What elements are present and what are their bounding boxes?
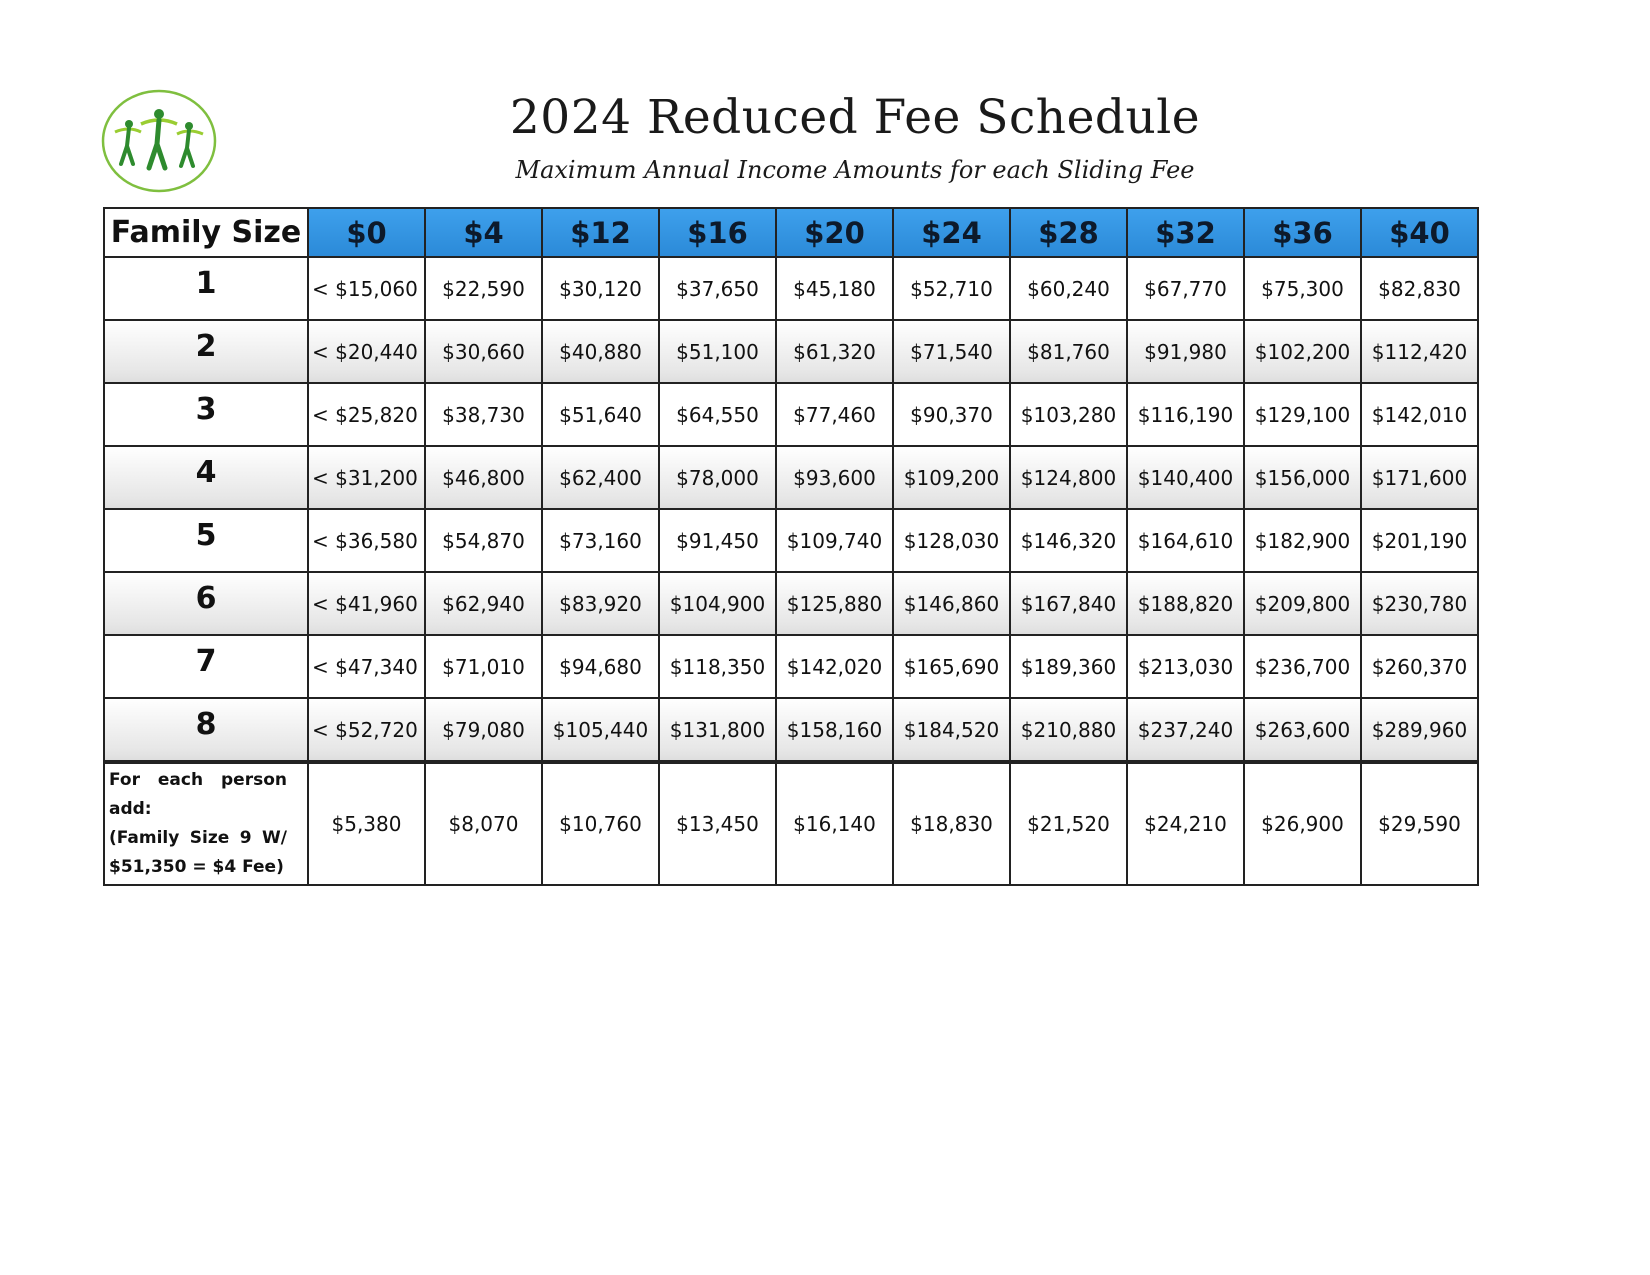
- income-limit-cell: $128,030: [893, 509, 1010, 572]
- income-limit-cell: $116,190: [1127, 383, 1244, 446]
- income-limit-cell: $165,690: [893, 635, 1010, 698]
- income-limit-cell: $51,640: [542, 383, 659, 446]
- fee-header: $4: [425, 208, 542, 257]
- income-limit-cell: $129,100: [1244, 383, 1361, 446]
- table-body: [104, 257, 1478, 885]
- fee-header: $16: [659, 208, 776, 257]
- income-limit-cell: < $25,820: [308, 383, 425, 446]
- additional-person-value: $26,900: [1244, 762, 1361, 885]
- income-limit-cell: $112,420: [1361, 320, 1478, 383]
- income-limit-cell: $158,160: [776, 698, 893, 762]
- income-limit-cell: $189,360: [1010, 635, 1127, 698]
- income-limit-cell: $62,940: [425, 572, 542, 635]
- additional-person-value: $13,450: [659, 762, 776, 885]
- fee-header: $36: [1244, 208, 1361, 257]
- income-limit-cell: $52,710: [893, 257, 1010, 320]
- income-limit-cell: $83,920: [542, 572, 659, 635]
- income-limit-cell: $73,160: [542, 509, 659, 572]
- income-limit-cell: $184,520: [893, 698, 1010, 762]
- additional-person-value: $5,380: [308, 762, 425, 885]
- additional-person-value: $29,590: [1361, 762, 1478, 885]
- fee-header: $32: [1127, 208, 1244, 257]
- income-limit-cell: $71,010: [425, 635, 542, 698]
- income-limit-cell: $90,370: [893, 383, 1010, 446]
- income-limit-cell: $167,840: [1010, 572, 1127, 635]
- additional-person-value: $10,760: [542, 762, 659, 885]
- income-limit-cell: $188,820: [1127, 572, 1244, 635]
- income-limit-cell: $171,600: [1361, 446, 1478, 509]
- income-limit-cell: $54,870: [425, 509, 542, 572]
- income-limit-cell: < $52,720: [308, 698, 425, 762]
- income-limit-cell: $30,120: [542, 257, 659, 320]
- additional-person-value: $24,210: [1127, 762, 1244, 885]
- table-row: [104, 257, 1478, 320]
- income-limit-cell: $46,800: [425, 446, 542, 509]
- additional-person-label: [104, 762, 308, 885]
- table-row: [104, 572, 1478, 635]
- organization-logo: [101, 88, 219, 196]
- income-limit-cell: $105,440: [542, 698, 659, 762]
- income-limit-cell: $142,020: [776, 635, 893, 698]
- income-limit-cell: < $15,060: [308, 257, 425, 320]
- income-limit-cell: $30,660: [425, 320, 542, 383]
- income-limit-cell: $125,880: [776, 572, 893, 635]
- income-limit-cell: $79,080: [425, 698, 542, 762]
- family-size-cell: 7: [104, 635, 308, 698]
- additional-person-label-line1: For each person add:: [109, 770, 287, 819]
- income-limit-cell: < $20,440: [308, 320, 425, 383]
- family-size-cell: 2: [104, 320, 308, 383]
- income-limit-cell: $40,880: [542, 320, 659, 383]
- people-figures-logo-icon: [101, 88, 219, 196]
- income-limit-cell: $104,900: [659, 572, 776, 635]
- income-limit-cell: $22,590: [425, 257, 542, 320]
- table-row: [104, 698, 1478, 762]
- page-title: 2024 Reduced Fee Schedule: [509, 90, 1201, 145]
- income-limit-cell: $124,800: [1010, 446, 1127, 509]
- income-limit-cell: $38,730: [425, 383, 542, 446]
- fee-header: $20: [776, 208, 893, 257]
- additional-person-row: [104, 762, 1478, 885]
- income-limit-cell: < $41,960: [308, 572, 425, 635]
- additional-person-value: $21,520: [1010, 762, 1127, 885]
- income-limit-cell: $60,240: [1010, 257, 1127, 320]
- family-size-cell: 6: [104, 572, 308, 635]
- income-limit-cell: $230,780: [1361, 572, 1478, 635]
- income-limit-cell: < $36,580: [308, 509, 425, 572]
- income-limit-cell: < $47,340: [308, 635, 425, 698]
- additional-person-value: $18,830: [893, 762, 1010, 885]
- income-limit-cell: $146,860: [893, 572, 1010, 635]
- income-limit-cell: $263,600: [1244, 698, 1361, 762]
- income-limit-cell: $77,460: [776, 383, 893, 446]
- income-limit-cell: $93,600: [776, 446, 893, 509]
- table-row: [104, 635, 1478, 698]
- income-limit-cell: $37,650: [659, 257, 776, 320]
- family-size-cell: 8: [104, 698, 308, 762]
- income-limit-cell: $289,960: [1361, 698, 1478, 762]
- table-row: [104, 383, 1478, 446]
- page-subtitle: Maximum Annual Income Amounts for each Sliding Fee: [515, 156, 1195, 184]
- income-limit-cell: $62,400: [542, 446, 659, 509]
- income-limit-cell: $61,320: [776, 320, 893, 383]
- family-size-cell: 4: [104, 446, 308, 509]
- income-limit-cell: $45,180: [776, 257, 893, 320]
- fee-header: $40: [1361, 208, 1478, 257]
- income-limit-cell: $109,740: [776, 509, 893, 572]
- income-limit-cell: $201,190: [1361, 509, 1478, 572]
- income-limit-cell: $118,350: [659, 635, 776, 698]
- fee-header: $12: [542, 208, 659, 257]
- income-limit-cell: $51,100: [659, 320, 776, 383]
- additional-person-label-line2: (Family Size 9 W/ $51,350 = $4 Fee): [109, 828, 287, 877]
- income-limit-cell: $142,010: [1361, 383, 1478, 446]
- income-limit-cell: $156,000: [1244, 446, 1361, 509]
- income-limit-cell: $71,540: [893, 320, 1010, 383]
- income-limit-cell: $236,700: [1244, 635, 1361, 698]
- fee-header: $0: [308, 208, 425, 257]
- table-header-row: [104, 208, 1478, 257]
- family-size-cell: 5: [104, 509, 308, 572]
- income-limit-cell: $64,550: [659, 383, 776, 446]
- income-limit-cell: $67,770: [1127, 257, 1244, 320]
- income-limit-cell: $109,200: [893, 446, 1010, 509]
- income-limit-cell: $182,900: [1244, 509, 1361, 572]
- income-limit-cell: $213,030: [1127, 635, 1244, 698]
- income-limit-cell: $146,320: [1010, 509, 1127, 572]
- income-limit-cell: $91,980: [1127, 320, 1244, 383]
- income-limit-cell: $78,000: [659, 446, 776, 509]
- additional-person-value: $16,140: [776, 762, 893, 885]
- income-limit-cell: $164,610: [1127, 509, 1244, 572]
- family-size-header: Family Size: [104, 208, 308, 257]
- income-limit-cell: $237,240: [1127, 698, 1244, 762]
- fee-header: $28: [1010, 208, 1127, 257]
- income-limit-cell: $260,370: [1361, 635, 1478, 698]
- income-limit-cell: $82,830: [1361, 257, 1478, 320]
- table-row: [104, 509, 1478, 572]
- fee-header: $24: [893, 208, 1010, 257]
- income-limit-cell: $102,200: [1244, 320, 1361, 383]
- table-row: [104, 320, 1478, 383]
- income-limit-cell: $210,880: [1010, 698, 1127, 762]
- income-limit-cell: $131,800: [659, 698, 776, 762]
- income-limit-cell: $140,400: [1127, 446, 1244, 509]
- family-size-cell: 1: [104, 257, 308, 320]
- income-limit-cell: $209,800: [1244, 572, 1361, 635]
- additional-person-value: $8,070: [425, 762, 542, 885]
- income-limit-cell: $75,300: [1244, 257, 1361, 320]
- income-limit-cell: $91,450: [659, 509, 776, 572]
- fee-schedule-table: [103, 207, 1479, 886]
- family-size-cell: 3: [104, 383, 308, 446]
- income-limit-cell: < $31,200: [308, 446, 425, 509]
- table-row: [104, 446, 1478, 509]
- income-limit-cell: $81,760: [1010, 320, 1127, 383]
- income-limit-cell: $103,280: [1010, 383, 1127, 446]
- income-limit-cell: $94,680: [542, 635, 659, 698]
